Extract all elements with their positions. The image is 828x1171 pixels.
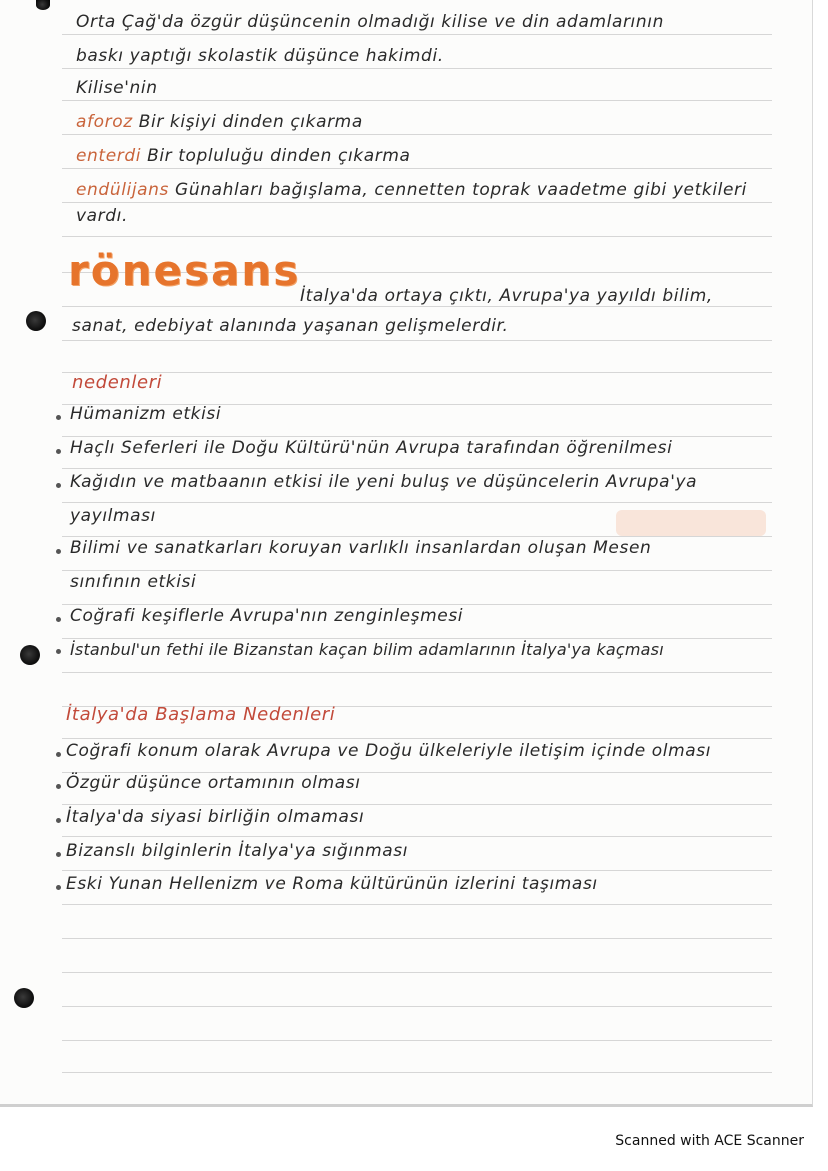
ruled-line — [62, 502, 772, 503]
bullet — [56, 885, 61, 890]
bullet — [56, 818, 61, 823]
binder-hole — [20, 645, 40, 665]
term-row-enterdi — [76, 146, 411, 166]
ruled-line — [62, 1040, 772, 1041]
ruled-line — [62, 972, 772, 973]
ruled-line — [62, 638, 772, 639]
ruled-line — [62, 604, 772, 605]
ruled-line — [62, 870, 772, 871]
cause-item-continued: sınıfının etkisi — [70, 572, 197, 592]
ruled-line — [62, 1006, 772, 1007]
italy-item: Eski Yunan Hellenizm ve Roma kültürünün izlerini taşıması — [66, 874, 598, 894]
binder-hole — [26, 311, 46, 331]
term-endulijans-definition: Günahları bağışlama, cennetten toprak vaadetme gibi yetkileri — [175, 180, 747, 200]
cause-item: İstanbul'un fethi ile Bizanstan kaçan bilim adamlarının İtalya'ya kaçması — [70, 640, 664, 659]
term-endulijans: endülijans — [76, 180, 170, 200]
cause-item: Coğrafi keşiflerle Avrupa'nın zenginleşmesi — [70, 606, 464, 626]
cause-item-continued: yayılması — [70, 506, 156, 526]
ruled-line — [62, 468, 772, 469]
renaissance-definition-2: sanat, edebiyat alanında yaşanan gelişmelerdir. — [72, 316, 509, 336]
ruled-line — [62, 1072, 772, 1073]
bullet — [56, 549, 61, 554]
ruled-line — [62, 34, 772, 35]
italy-item: Özgür düşünce ortamının olması — [66, 773, 361, 793]
cause-item: Kağıdın ve matbaanın etkisi ile yeni buluş ve düşüncelerin Avrupa'ya — [70, 472, 698, 492]
bullet — [56, 852, 61, 857]
binder-hole — [14, 988, 34, 1008]
ruled-line — [62, 570, 772, 571]
cause-item: Haçlı Seferleri ile Doğu Kültürü'nün Avrupa tarafından öğrenilmesi — [70, 438, 673, 458]
ruled-line — [62, 100, 772, 101]
bullet — [56, 649, 61, 654]
cause-item: Hümanizm etkisi — [70, 404, 222, 424]
ruled-line — [62, 938, 772, 939]
ruled-line — [62, 306, 772, 307]
italy-item: İtalya'da siyasi birliğin olmaması — [66, 807, 365, 827]
italy-item: Coğrafi konum olarak Avrupa ve Doğu ülkeleriyle iletişim içinde olması — [66, 741, 712, 761]
highlight-mark — [616, 510, 766, 536]
ruled-line — [62, 68, 772, 69]
intro-line-2: baskı yaptığı skolastik düşünce hakimdi. — [76, 46, 444, 66]
term-enterdi-definition: Bir topluluğu dinden çıkarma — [147, 146, 411, 166]
ruled-line — [62, 134, 772, 135]
scanner-watermark: Scanned with ACE Scanner — [615, 1133, 804, 1149]
bullet — [56, 449, 61, 454]
bullet — [56, 617, 61, 622]
italy-item: Bizanslı bilginlerin İtalya'ya sığınması — [66, 841, 409, 861]
ruled-line — [62, 804, 772, 805]
renaissance-definition-1: İtalya'da ortaya çıktı, Avrupa'ya yayıldı bilim, — [300, 286, 713, 306]
bullet — [56, 415, 61, 420]
causes-title: nedenleri — [72, 372, 163, 393]
ruled-line — [62, 236, 772, 237]
terms-end: vardı. — [76, 206, 128, 226]
renaissance-heading: rönesans — [68, 246, 301, 295]
ruled-line — [62, 672, 772, 673]
ruled-line — [62, 536, 772, 537]
term-row-aforoz — [76, 112, 363, 132]
ruled-line — [62, 202, 772, 203]
ruled-line — [62, 168, 772, 169]
ruled-line — [62, 340, 772, 341]
ruled-line — [62, 738, 772, 739]
ruled-line — [62, 904, 772, 905]
cause-item: Bilimi ve sanatkarları koruyan varlıklı insanlardan oluşan Mesen — [70, 538, 652, 558]
intro-line-3: Kilise'nin — [76, 78, 158, 98]
bullet — [56, 752, 61, 757]
binder-hole — [36, 0, 50, 10]
term-enterdi: enterdi — [76, 146, 142, 166]
ruled-line — [62, 836, 772, 837]
italy-title: İtalya'da Başlama Nedenleri — [66, 704, 336, 725]
term-aforoz-definition: Bir kişiyi dinden çıkarma — [138, 112, 363, 132]
term-row-endulijans — [76, 180, 747, 200]
bullet — [56, 784, 61, 789]
bullet — [56, 483, 61, 488]
ruled-line — [62, 436, 772, 437]
term-aforoz: aforoz — [76, 112, 133, 132]
intro-line-1: Orta Çağ'da özgür düşüncenin olmadığı kilise ve din adamlarının — [76, 12, 664, 32]
ruled-line — [62, 372, 772, 373]
